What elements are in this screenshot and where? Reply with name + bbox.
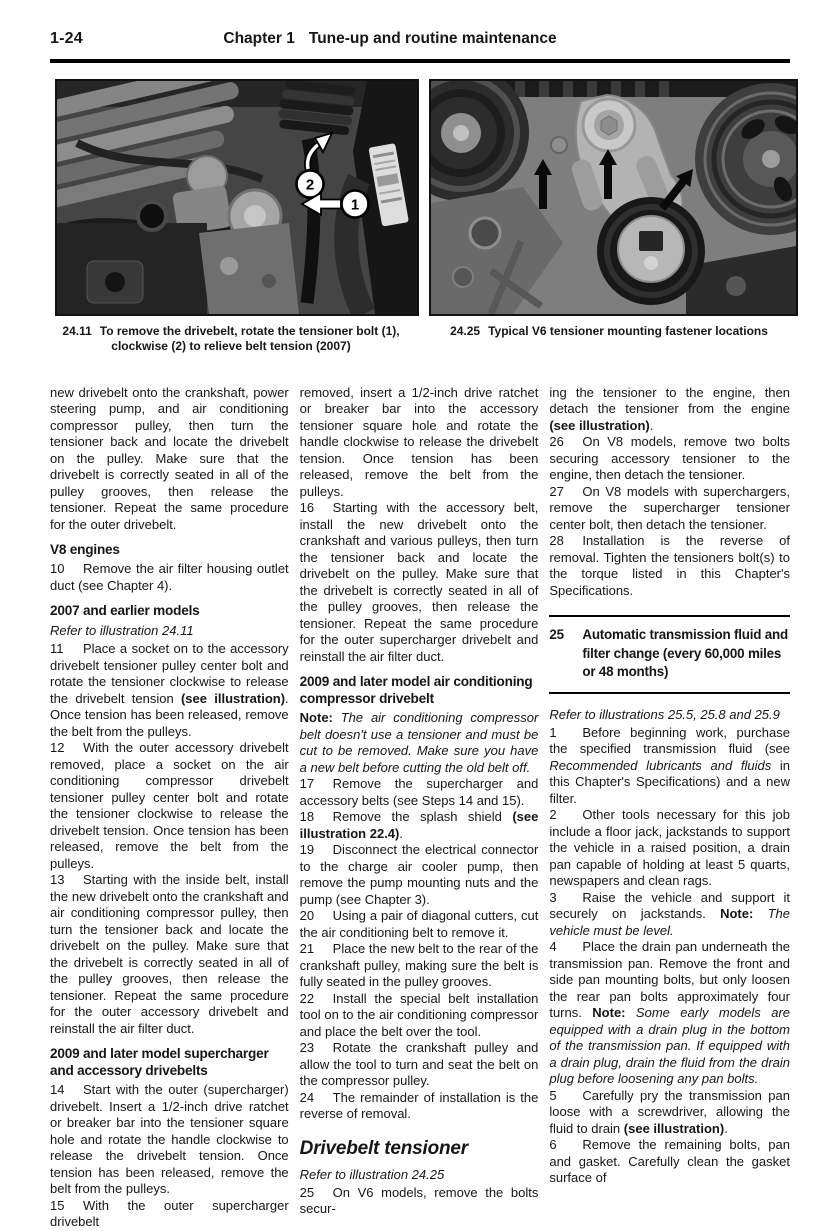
step-paragraph [300,941,539,991]
body-columns [50,385,790,1231]
text-run: Rotate the crankshaft pulley and allow the tool to turn and seat the belt on the compressor pulley. [299,1040,539,1088]
step-number: 15 [50,1197,65,1213]
paragraph [50,385,289,534]
text-run: Using a pair of diagonal cutters, cut the air conditioning belt to remove it. [299,908,539,940]
page-header [50,30,790,56]
text-column-3 [549,385,790,1231]
step-number: 23 [299,1040,315,1055]
text-run: Raise the vehicle and support it securely on jackstands. [549,889,790,921]
step-number: 26 [549,434,564,449]
illustration-reference: Refer to illustration 24.25 [299,1166,445,1182]
tensioner-illustration [431,81,796,314]
step-paragraph [549,890,790,940]
paragraph [300,385,539,501]
chapter-title: Tune-up and routine maintenance [308,30,557,47]
photo-engine-bay [55,79,419,316]
text-run: . [649,417,654,433]
text-run: With the outer accessory drivebelt removed, place a socket on the air conditioning compressor drivebelt tensioner pulley center bolt and rotate the tensioner clockwise to release the drivebelt tension. Once tension has been released, remove the belt from the pulleys. [50,740,289,871]
figure-24-25 [429,79,798,354]
text-run: Recommended lubricants and fluids [549,757,772,773]
step-paragraph [549,484,790,534]
step-number: 3 [549,889,557,905]
text-column-2 [300,385,539,1231]
step-number: 2 [549,807,557,822]
step-number: 17 [299,776,315,791]
step-paragraph [50,872,289,1037]
step-number: 10 [50,561,65,576]
section-number: 25 [549,627,564,642]
text-run: (see illustration 22.4) [299,809,539,841]
step-number: 20 [299,908,315,923]
text-run: The vehicle must be level. [549,906,790,938]
sub-heading: 2009 and later model air conditioning compressor drivebelt [299,674,533,706]
text-run: Remove the air filter housing outlet duct (see Chapter 4). [50,561,289,593]
tensioner-pulley [597,197,705,305]
text-run: Remove the splash shield [332,809,513,824]
text-run: . [399,825,403,841]
text-run: Some early models are equipped with a drain plug in the bottom of the transmission pan. If equipped with a drain plug, drain the fluid from the drain plug before loosening any pan bolts. [549,1005,791,1086]
text-run: in this Chapter's Specifications) and a new filter. [549,757,790,806]
figure-caption [55,324,407,354]
step-number: 19 [299,842,315,857]
step-paragraph [300,1090,539,1123]
text-column-1 [50,385,289,1231]
text-run: Disconnect the electrical connector to the charge air cooler pump, then remove the pump mounting nuts and the pump (see Chapter 3). [299,842,539,907]
text-run: removed, insert a 1/2-inch drive ratchet or breaker bar into the accessory tensioner square hole and rotate the handle clockwise to release the drivebelt tension. Once tension has been released, remove the belt from the pulleys. [299,384,539,499]
step-paragraph [549,533,790,599]
engine-block [199,223,299,314]
text-run: Note: [720,906,768,921]
text-run: Place a socket on to the accessory drivebelt tensioner pulley center bolt and rotate the tensioner clockwise to release the drivebelt tension [50,641,289,706]
text-run: Installation is the reverse of removal. Tighten the tensioners bolt(s) to the torque listed in this Chapter's Specifications. [549,533,790,598]
step-number: 12 [50,740,65,755]
figure-number: 24.11 [62,323,92,338]
text-run: Starting with the inside belt, install the new drivebelt onto the crankshaft and air conditioning compressor pulley, then turn the tensioner back and locate the drivebelt on the pulley. Make sure that the drivebelt is correctly seated in all of the pulley grooves, then release the tensioner. Repeat the same procedure for the outer accessory drivebelt and reinstall the air filter duct. [50,872,289,1036]
text-run: Note: [299,710,341,725]
text-run: Place the new belt to the rear of the crankshaft pulley, making sure the belt is fully seated in the pulley grooves. [299,941,539,989]
step-paragraph [300,842,539,908]
text-run: Start with the outer (supercharger) drivebelt. Insert a 1/2-inch drive ratchet or breaker bar into the tensioner square hole and rotate the handle clockwise to release the drivebelt tension. Once tension has been released, remove the belt from the pulleys. [50,1082,289,1196]
step-paragraph [50,641,289,740]
callout-1-label: 1 [350,196,360,213]
callout-badge-1 [342,190,369,217]
text-run: Other tools necessary for this job include a floor jack, jackstands to support the vehicle in a raised position, a drain pan capable of holding at least 5 quarts, newspapers and clean rags. [549,807,790,888]
step-number: 11 [50,641,64,656]
callout-2-label: 2 [305,176,315,193]
step-paragraph [50,561,289,594]
section-subtitle: Drivebelt tensioner [299,1137,468,1159]
page-number: 1-24 [50,30,83,47]
text-run: ing the tensioner to the engine, then detach the tensioner from the engine [549,384,790,416]
chapter-label: Chapter 1 [223,30,295,47]
figure-24-11 [55,79,419,354]
text-run: (see illustration) [180,690,286,706]
text-run: Starting with the accessory belt, install the new drivebelt onto the crankshaft and various pulleys, then turn the tensioner back and locate the drivebelt on the pulley. Make sure that the drivebelt is correctly seated in all of the pulley grooves, then release the tensioner. Repeat the same procedure for the outer supercharger drivebelt and reinstall the air filter duct. [299,500,539,664]
step-number: 4 [549,939,557,954]
text-run: new drivebelt onto the crankshaft, power steering pump, and air conditioning compressor pulley, then turn the tensioner back and locate the drivebelt on the pulley. Make sure that the drivebelt is correctly seated in all of the pulley grooves, then release the tensioner. Repeat the same procedure for the outer drivebelt. [50,384,289,532]
text-run: Install the special belt installation tool on to the air conditioning compressor and place the belt over the tool. [299,990,539,1039]
paragraph [300,710,539,776]
step-paragraph [549,807,790,890]
step-paragraph [300,500,539,665]
text-run: (see illustration) [623,1120,725,1136]
step-paragraph [549,434,790,484]
step-paragraph [300,1185,539,1218]
figure-caption-text: Typical V6 tensioner mounting fastener locations [488,323,768,338]
text-run: . Once tension has been released, remove the belt from the pulleys. [50,690,289,739]
step-paragraph [300,809,539,842]
text-run: Carefully pry the transmission pan loose with a screwdriver, allowing the fluid to drain [549,1087,790,1136]
text-run: Remove the remaining bolts, pan and gasket. Carefully clean the gasket surface of [549,1137,790,1185]
figure-row [55,79,790,354]
reservoir-cap [138,202,166,230]
section-heading-box [549,615,790,694]
sub-heading: V8 engines [50,542,120,557]
step-number: 22 [299,990,315,1006]
header-rule [50,59,790,63]
bracket-hole [470,218,500,248]
text-run: On V8 models, remove two bolts securing accessory tensioner to the engine, then detach the tensioner. [549,434,790,482]
figure-caption [429,324,789,339]
step-paragraph [549,1088,790,1138]
step-paragraph [50,1082,289,1198]
paragraph [549,385,790,435]
step-number: 6 [549,1137,557,1152]
step-paragraph [300,991,539,1041]
text-run: The air conditioning compressor belt doesn't use a tensioner and must be cut to be removed. Make sure you have a new belt before cutting the old belt off. [299,710,539,775]
step-number: 16 [299,500,315,515]
step-number: 13 [50,872,65,887]
text-run: On V6 models, remove the bolts secur- [299,1184,539,1216]
photo-tensioner [429,79,798,316]
figure-number: 24.25 [450,323,481,338]
text-run: . [724,1120,728,1136]
text-run: With the outer supercharger drivebelt [50,1197,289,1229]
step-paragraph [300,908,539,941]
step-number: 18 [299,809,315,824]
square-drive-hole [639,231,663,251]
illustration-reference: Refer to illustrations 25.5, 25.8 and 25.9 [549,706,780,722]
text-run: Before beginning work, purchase the specified transmission fluid (see [549,724,790,756]
text-run: (see illustration) [549,417,650,433]
text-run: Remove the supercharger and accessory belts (see Steps 14 and 15). [299,776,539,808]
text-run: Note: [592,1005,636,1020]
step-paragraph [300,1040,539,1090]
sub-heading: 2007 and earlier models [50,603,200,618]
sub-heading: 2009 and later model supercharger and accessory drivebelts [50,1046,269,1078]
engine-bay-illustration [57,81,417,314]
step-number: 28 [549,533,564,548]
step-number: 27 [549,483,564,499]
text-run: Place the drain pan underneath the transmission pan. Remove the front and side pan mounting bolts, but only loosen the rear pan bolts approximately four turns. [549,939,790,1020]
step-number: 14 [50,1082,65,1097]
step-number: 21 [299,941,315,956]
text-run: The remainder of installation is the reverse of removal. [299,1089,539,1121]
illustration-reference: Refer to illustration 24.11 [50,623,194,638]
text-run: On V8 models with superchargers, remove the supercharger tensioner center bolt, then detach the tensioner. [549,483,790,532]
step-paragraph [300,776,539,809]
chapter-header [50,30,730,48]
step-paragraph [50,1198,289,1231]
step-paragraph [549,725,790,808]
figure-caption-text: To remove the drivebelt, rotate the tensioner bolt (1), clockwise (2) to relieve belt tension (2007) [99,323,400,353]
step-number: 5 [549,1087,557,1103]
step-paragraph [549,1137,790,1187]
step-number: 1 [549,724,557,740]
section-title: Automatic transmission fluid and filter change (every 60,000 miles or 48 months) [582,627,788,679]
step-number: 24 [299,1089,315,1105]
step-paragraph [50,740,289,872]
step-number: 25 [299,1184,315,1200]
step-paragraph [549,939,790,1088]
